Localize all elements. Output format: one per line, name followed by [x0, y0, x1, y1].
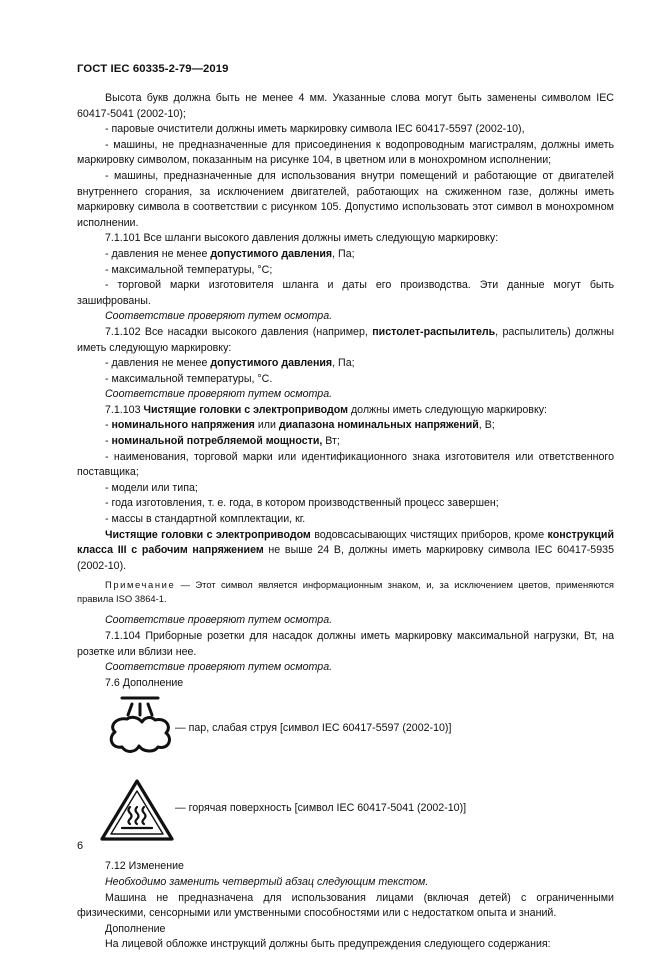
figure-hot-surface-symbol	[77, 773, 614, 859]
clause-7-1-102: 7.1.102 Все насадки высокого давления (например, пистолет-распылитель, распылитель) должны иметь следующую маркировку:	[77, 325, 614, 354]
clause-7-1-101: 7.1.101 Все шланги высокого давления должны иметь следующую маркировку:	[105, 232, 499, 245]
list-item: - машины, предназначенные для использования внутри помещений и работающие от двигателей внутреннего сгорания, за исключением двигателей, работающих на сжиженном газе, должны иметь маркировку символа в соответствии с рисунком 105. Допустимо использовать этот символ в монохромном исполнении.	[77, 169, 614, 229]
figure-caption: — горячая поверхность [символ IEC 60417-5041 (2002-10)]	[175, 802, 467, 815]
paragraph: Машина не предназначена для использования лицами (включая детей) с ограниченными физическими, сенсорными или умственными способностями или с недостатком опыта и знаний.	[77, 891, 614, 920]
list-item: - максимальной температуры, °С;	[105, 263, 273, 276]
list-item: - максимальной температуры, °С.	[105, 372, 273, 385]
list-item: - паровые очистители должны иметь маркировку символа IEC 60417-5597 (2002-10),	[105, 123, 525, 136]
list-item: - модели или типа;	[105, 481, 198, 494]
figure-caption: — пар, слабая струя [символ IEC 60417-5597 (2002-10)]	[175, 722, 452, 735]
clause-7-1-103: 7.1.103 Чистящие головки с электроприводом должны иметь следующую маркировку:	[105, 403, 547, 416]
document-body	[77, 91, 614, 953]
list-item: - наименования, торговой марки или идентификационного знака изготовителя или ответственного поставщика;	[77, 450, 614, 479]
list-item: - номинального напряжения или диапазона номинальных напряжений, В;	[105, 419, 495, 432]
steam-cloud-icon	[105, 695, 175, 755]
paragraph: Чистящие головки с электроприводом водовсасывающих чистящих приборов, кроме конструкций класса III с рабочим напряжением не выше 24 В, должны иметь маркировку символа IEC 60417-5935 (2002-10).	[77, 528, 614, 572]
list-item: - торговой марки изготовителя шланга и даты его производства. Эти данные могут быть зашифрованы.	[77, 279, 614, 307]
clause-7-1-104: 7.1.104 Приборные розетки для насадок должны иметь маркировку максимальной нагрузки, Вт, на розетке или вблизи нее.	[77, 630, 614, 658]
instruction: Необходимо заменить четвертый абзац следующим текстом.	[105, 875, 429, 888]
list-item: - давления не менее допустимого давления, Па;	[105, 247, 355, 260]
section-7-12: 7.12 Изменение	[105, 860, 184, 873]
note: Примечание — Этот символ является информационным знаком, и, за исключением цветов, применяются правила ISO 3864-1.	[77, 579, 614, 605]
hot-surface-warning-icon	[98, 777, 176, 843]
section-7-6: 7.6 Дополнение	[105, 676, 184, 689]
compliance-check: Соответствие проверяют путем осмотра.	[105, 388, 333, 401]
paragraph: На лицевой обложке инструкций должны быть предупреждения следующего содержания:	[105, 938, 551, 951]
list-item: - давления не менее допустимого давления, Па;	[105, 357, 355, 370]
list-item: - машины, не предназначенные для присоединения к водопроводным магистралям, должны иметь маркировку символом, показанным на рисунке 104, в цветном или в монохромном исполнении;	[77, 138, 614, 167]
page-header-title: ГОСТ IEC 60335-2-79—2019	[77, 63, 229, 75]
list-item: - массы в стандартной комплектации, кг.	[105, 513, 306, 526]
list-item: - года изготовления, т. е. года, в котором производственный процесс завершен;	[105, 497, 499, 510]
page-number: 6	[77, 840, 84, 852]
paragraph: Высота букв должна быть не менее 4 мм. Указанные слова могут быть заменены символом IEC 60417-5041 (2002-10);	[77, 92, 614, 120]
compliance-check: Соответствие проверяют путем осмотра.	[105, 661, 333, 674]
addition-heading: Дополнение	[105, 922, 166, 935]
list-item: - номинальной потребляемой мощности, Вт;	[105, 435, 340, 448]
compliance-check: Соответствие проверяют путем осмотра.	[105, 614, 333, 627]
figure-steam-symbol	[77, 695, 614, 773]
compliance-check: Соответствие проверяют путем осмотра.	[105, 310, 333, 323]
